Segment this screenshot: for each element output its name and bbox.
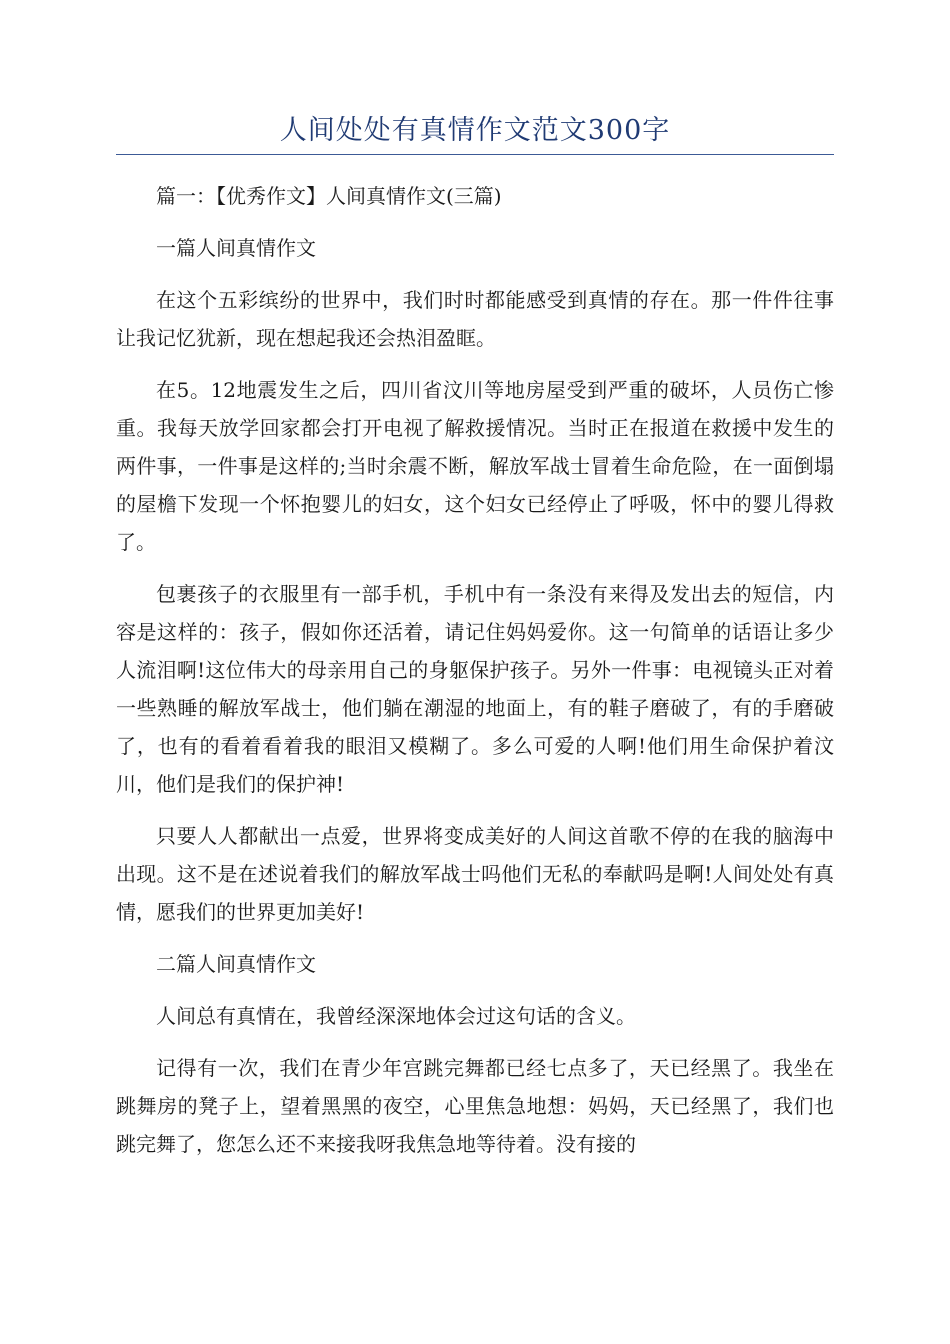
- document-body: [116, 177, 834, 1163]
- body-paragraph: 在5。12地震发生之后，四川省汶川等地房屋受到严重的破坏，人员伤亡惨重。我每天放学回家都会打开电视了解救援情况。当时正在报道在救援中发生的两件事，一件事是这样的;当时余震不断，解放军战士冒着生命危险，在一面倒塌的屋檐下发现一个怀抱婴儿的妇女，这个妇女已经停止了呼吸，怀中的婴儿得救了。: [116, 378, 834, 554]
- title-underline-divider: [116, 154, 834, 155]
- body-paragraph: 人间总有真情在，我曾经深深地体会过这句话的含义。: [156, 1004, 636, 1028]
- document-title: 人间处处有真情作文范文300字: [279, 115, 671, 146]
- essay-heading: 二篇人间真情作文: [156, 952, 316, 976]
- body-paragraph: 包裹孩子的衣服里有一部手机，手机中有一条没有来得及发出去的短信，内容是这样的：孩子，假如你还活着，请记住妈妈爱你。这一句简单的话语让多少人流泪啊!这位伟大的母亲用自己的身躯保护孩子。另外一件事：电视镜头正对着一些熟睡的解放军战士，他们躺在潮湿的地面上，有的鞋子磨破了，有的手磨破了，也有的看着看着我的眼泪又模糊了。多么可爱的人啊!他们用生命保护着汶川，他们是我们的保护神!: [116, 582, 834, 796]
- document-page: [116, 0, 834, 1177]
- essay-heading: 一篇人间真情作文: [156, 236, 316, 260]
- body-paragraph: 记得有一次，我们在青少年宫跳完舞都已经七点多了，天已经黑了。我坐在跳舞房的凳子上，望着黑黑的夜空，心里焦急地想：妈妈，天已经黑了，我们也跳完舞了，您怎么还不来接我呀我焦急地等待着。没有接的: [116, 1056, 834, 1156]
- body-paragraph: 只要人人都献出一点爱，世界将变成美好的人间这首歌不停的在我的脑海中出现。这不是在述说着我们的解放军战士吗他们无私的奉献吗是啊!人间处处有真情，愿我们的世界更加美好!: [116, 824, 834, 924]
- body-paragraph: 在这个五彩缤纷的世界中，我们时时都能感受到真情的存在。那一件件往事让我记忆犹新，现在想起我还会热泪盈眶。: [116, 288, 834, 350]
- section-heading: 篇一：【优秀作文】人间真情作文(三篇): [156, 184, 502, 208]
